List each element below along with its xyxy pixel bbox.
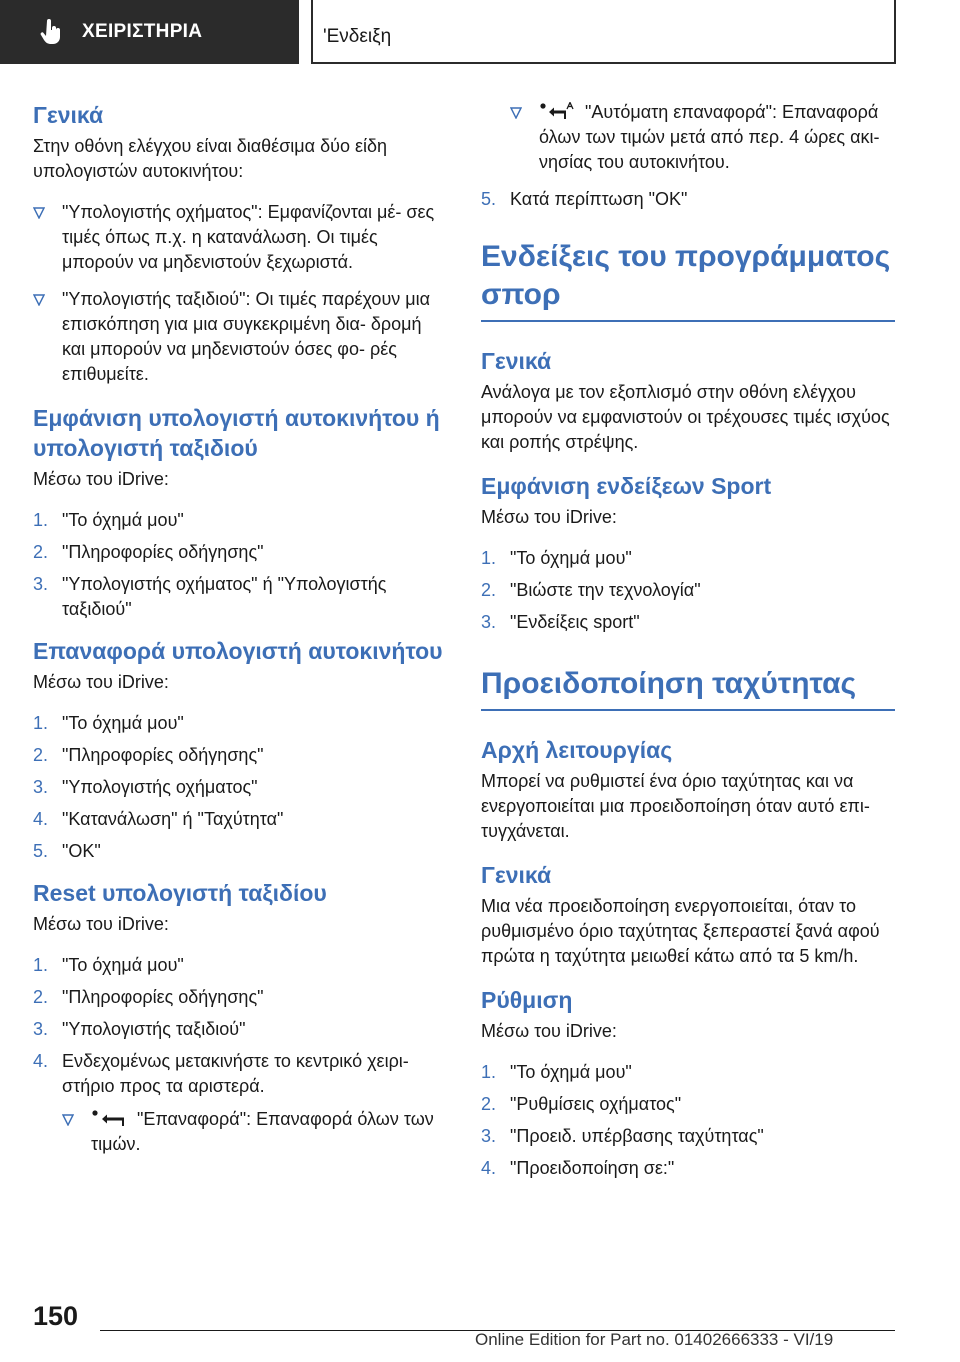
section-tab bbox=[0, 0, 299, 64]
list-item: "Επαναφορά": Επαναφορά όλων των τιμών. bbox=[62, 1107, 443, 1157]
edition-note: Online Edition for Part no. 01402666333 - VI/19 bbox=[475, 1330, 834, 1349]
triangle-list bbox=[510, 100, 895, 175]
page-number: 150 bbox=[33, 1301, 79, 1331]
numbered-list bbox=[33, 953, 443, 1099]
triangle-list bbox=[62, 1107, 443, 1157]
triangle-bullet-icon bbox=[33, 207, 45, 219]
paragraph-general: Ανάλογα με τον εξοπλισμό στην οθόνη ελέγχου μπορούν να εμφανιστούν οι τρέχουσες τιμές ισχύος και ροπής στρέψης. bbox=[481, 382, 890, 452]
list-item: 2. "Πληροφορίες οδήγησης" bbox=[33, 745, 264, 765]
list-item: 2. "Πληροφορίες οδήγησης" bbox=[33, 987, 264, 1007]
list-item: 3. "Ενδείξεις sport" bbox=[481, 612, 640, 632]
list-item: 5. Κατά περίπτωση "OK" bbox=[481, 189, 688, 209]
auto-reset-icon bbox=[539, 102, 575, 120]
right-column bbox=[481, 100, 895, 1195]
numbered-list bbox=[481, 546, 895, 635]
list-item: 3. "Υπολογιστής οχήματος" bbox=[33, 777, 258, 797]
numbered-list bbox=[481, 187, 895, 212]
list-item: "Αυτόματη επαναφορά": Επαναφορά όλων των τιμών μετά από περ. 4 ώρες ακι- νησίας του αυτοκινήτου. bbox=[510, 100, 895, 175]
list-item: 3. "Υπολογιστής οχήματος" ή "Υπολογιστής ταξιδιού" bbox=[33, 574, 387, 619]
heading-principle: Αρχή λειτουργίας bbox=[481, 737, 673, 763]
page-header bbox=[0, 0, 960, 66]
heading-reset-trip-computer: Reset υπολογιστή ταξιδίου bbox=[33, 880, 327, 906]
section-label: ΧΕΙΡΙΣΤΗΡΙΑ bbox=[82, 21, 203, 42]
list-item: 4. "Προειδοποίηση σε:" bbox=[481, 1158, 675, 1178]
paragraph-via-idrive: Μέσω του iDrive: bbox=[481, 507, 617, 527]
triangle-bullet-icon bbox=[33, 294, 45, 306]
list-item: 5. "OK" bbox=[33, 841, 101, 861]
paragraph-general: Στην οθόνη ελέγχου είναι διαθέσιμα δύο είδη υπολογιστών αυτοκινήτου: bbox=[33, 136, 388, 181]
heading-sport-display: Εμφάνιση ενδείξεων Sport bbox=[481, 473, 772, 499]
reset-arrow-icon bbox=[91, 1109, 127, 1127]
list-item: 1. "Το όχημά μου" bbox=[481, 548, 632, 568]
heading-sport-displays: Ενδείξεις του προγράμματος σπορ bbox=[481, 238, 895, 322]
list-item: 3. "Προειδ. υπέρβασης ταχύτητας" bbox=[481, 1126, 764, 1146]
numbered-list bbox=[481, 1060, 895, 1181]
hand-pointer-icon bbox=[40, 19, 64, 45]
list-item: 4. Ενδεχομένως μετακινήστε το κεντρικό χειρι- στήριο προς τα αριστερά. bbox=[33, 1051, 409, 1096]
triangle-bullet-icon bbox=[62, 1114, 74, 1126]
list-item: "Υπολογιστής ταξιδιού": Οι τιμές παρέχουν μια επισκόπηση για μια συγκεκριμένη δια- δρομή και μπορούν να μηδενιστούν όσες φο- ρές επιθυμείτε. bbox=[33, 287, 443, 387]
list-item: 1. "Το όχημά μου" bbox=[33, 713, 184, 733]
heading-general: Γενικά bbox=[481, 862, 552, 888]
paragraph-via-idrive: Μέσω του iDrive: bbox=[481, 1021, 617, 1041]
heading-display-computer: Εμφάνιση υπολογιστή αυτοκινήτου ή υπολογιστή ταξιδιού bbox=[33, 405, 440, 461]
list-item: 2. "Ρυθμίσεις οχήματος" bbox=[481, 1094, 682, 1114]
triangle-bullet-icon bbox=[510, 107, 522, 119]
heading-speed-warning: Προειδοποίηση ταχύτητας bbox=[481, 665, 895, 711]
left-column bbox=[33, 100, 443, 1173]
paragraph-via-idrive: Μέσω του iDrive: bbox=[33, 914, 169, 934]
numbered-list bbox=[33, 508, 443, 622]
list-item: 1. "Το όχημά μου" bbox=[481, 1062, 632, 1082]
paragraph-via-idrive: Μέσω του iDrive: bbox=[33, 672, 169, 692]
list-item: 3. "Υπολογιστής ταξιδιού" bbox=[33, 1019, 246, 1039]
numbered-list bbox=[33, 711, 443, 864]
heading-reset-car-computer: Επαναφορά υπολογιστή αυτοκινήτου bbox=[33, 638, 443, 664]
chapter-title: 'Ενδειξη bbox=[311, 0, 896, 64]
list-item: 2. "Πληροφορίες οδήγησης" bbox=[33, 542, 264, 562]
heading-setting: Ρύθμιση bbox=[481, 987, 573, 1013]
heading-general: Γενικά bbox=[33, 102, 104, 128]
paragraph-general: Μια νέα προειδοποίηση ενεργοποιείται, όταν το ρυθμισμένο όριο ταχύτητας ξεπεραστεί ξανά αφού πρώτα η ταχύτητα μειωθεί κάτω από τα 5 km/h. bbox=[481, 896, 880, 966]
paragraph-via-idrive: Μέσω του iDrive: bbox=[33, 469, 169, 489]
list-item: 1. "Το όχημά μου" bbox=[33, 955, 184, 975]
triangle-list bbox=[33, 200, 443, 387]
heading-general: Γενικά bbox=[481, 348, 552, 374]
list-item: 4. "Κατανάλωση" ή "Ταχύτητα" bbox=[33, 809, 284, 829]
paragraph-principle: Μπορεί να ρυθμιστεί ένα όριο ταχύτητας και να ενεργοποιείται μια προειδοποίηση όταν αυτό επι- τυγχάνεται. bbox=[481, 771, 870, 841]
list-item: "Υπολογιστής οχήματος": Εμφανίζονται μέ- σες τιμές όπως π.χ. η κατανάλωση. Οι τιμές μπορούν να μηδενιστούν ξεχωριστά. bbox=[33, 200, 443, 275]
list-item: 2. "Βιώστε την τεχνολογία" bbox=[481, 580, 701, 600]
list-item: 1. "Το όχημά μου" bbox=[33, 510, 184, 530]
